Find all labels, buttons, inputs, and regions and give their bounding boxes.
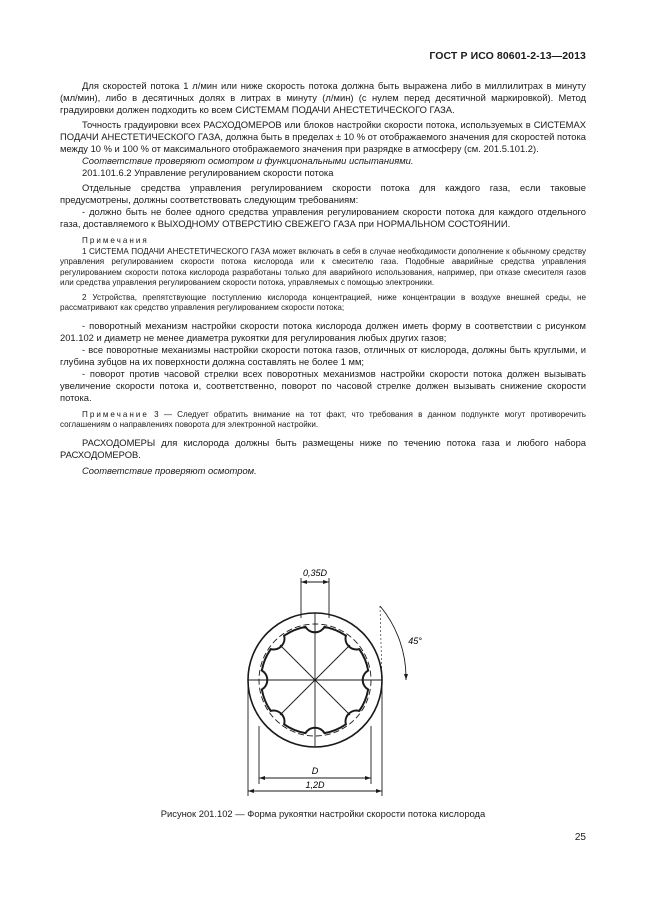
arrow-top-left [301,580,307,584]
knob-drawing [230,556,430,796]
arrow-angle [404,674,408,680]
note-3-text: 3 — Следует обратить внимание на тот факт, что требования в данном подпункте могут противоречить соглашениям о направлениях поворота для электронной настройки. [60,409,586,429]
dim-outer-label: 1,2D [305,780,325,790]
arrow-outer-left [248,789,254,793]
note-2: 2 Устройства, препятствующие поступлению кислорода концентрацией, ниже концентрации в воздухе внешней среды, не рассматривают как средство управления регулированием скорости потока; [60,292,586,312]
page-number: 25 [574,832,586,843]
dim-top-label: 0,35D [302,568,328,578]
list-item-rotation: - поворот против часовой стрелки всех поворотных механизмов настройки скорости потока должен вызывать увеличение скорости потока и, соответственно, поворот по часовой стрелке должен вызывать снижение скорости потока. [60,367,586,403]
document-code: ГОСТ Р ИСО 80601-2-13—2013 [429,50,586,62]
list-item-one-control: - должно быть не более одного средства управления регулированием скорости потока для каждого отдельного газа, доставляемого к ВЫХОДНОМУ ОТВЕРСТИЮ СВЕЖЕГО ГАЗА при НОРМАЛЬНОМ СОСТОЯНИИ. [60,206,586,229]
notes-title: Примечания [82,236,149,245]
note-3-label: Примечание [82,409,149,419]
figure-caption: Рисунок 201.102 — Форма рукоятки настройки скорости потока кислорода [160,808,486,819]
note-3 [60,410,586,431]
compliance-note-2: Соответствие проверяют осмотром. [82,464,257,476]
knob-shape-svg [230,556,430,796]
arrow-top-right [323,580,329,584]
angle-arc [380,606,406,680]
note-1: 1 СИСТЕМА ПОДАЧИ АНЕСТЕТИЧЕСКОГО ГАЗА может включать в себя в случае необходимости дополнение к обычному средству управления регулированием скорости потока кислорода или к смесителю газа. Подобные аварийные средства управления регулированием скорости потока кислорода разработаны только для аварийного использования, например, при отказе смесителя газов или средства управления регулированием скорости потока, управляемых с помощью электроники. [60,246,586,287]
paragraph-flow-units: Для скоростей потока 1 л/мин или ниже скорость потока должна быть выражена либо в миллилитрах в минуту (мл/мин), либо в десятичных долях в литрах в минуту (л/мин) (с нулем перед десятичной маркировкой). Метод градуировки должен подходить ко всем СИСТЕМАМ ПОДАЧИ АНЕСТЕТИЧЕСКОГО ГАЗА. [60,80,586,115]
section-heading: 201.101.6.2 Управление регулированием скорости потока [82,167,334,178]
list-item-oxygen-knob: - поворотный механизм настройки скорости потока кислорода должен иметь форму в соответствии с рисунком 201.102 и диаметр не менее диаметра рукоятки для регулирования любых других газов; [60,319,586,343]
main-text [60,80,586,477]
dim-d-label: D [311,766,319,776]
compliance-note-1: Соответствие проверяют осмотром и функциональными испытаниями. [82,155,414,166]
list-item-other-knobs: - все поворотные механизмы настройки скорости потока газов, отличных от кислорода, должны быть круглыми, и глубина зубцов на их поверхности должна составлять не более 1 мм; [60,343,586,367]
dim-angle-label: 45° [408,636,422,646]
arrow-d-left [259,776,265,780]
paragraph-controls: Отдельные средства управления регулированием скорости потока для каждого газа, если таковые предусмотрены, должны соответствовать следующим требованиям: [60,182,586,205]
paragraph-accuracy: Точность градуировки всех РАСХОДОМЕРОВ или блоков настройки скорости потока, используемых в СИСТЕМАХ ПОДАЧИ АНЕСТЕТИЧЕСКОГО ГАЗА, должна быть в пределах ± 10 % от отображаемого значения для скоростей потока между 10 % и 100 % от максимального отображаемого значения при разрядке в атмосферу (см. 201.5.101.2). [60,119,586,154]
paragraph-flowmeters: РАСХОДОМЕРЫ для кислорода должны быть размещены ниже по течению потока газа и любого набора РАСХОДОМЕРОВ. [60,436,586,460]
arrow-outer-right [376,789,382,793]
arrow-d-right [365,776,371,780]
